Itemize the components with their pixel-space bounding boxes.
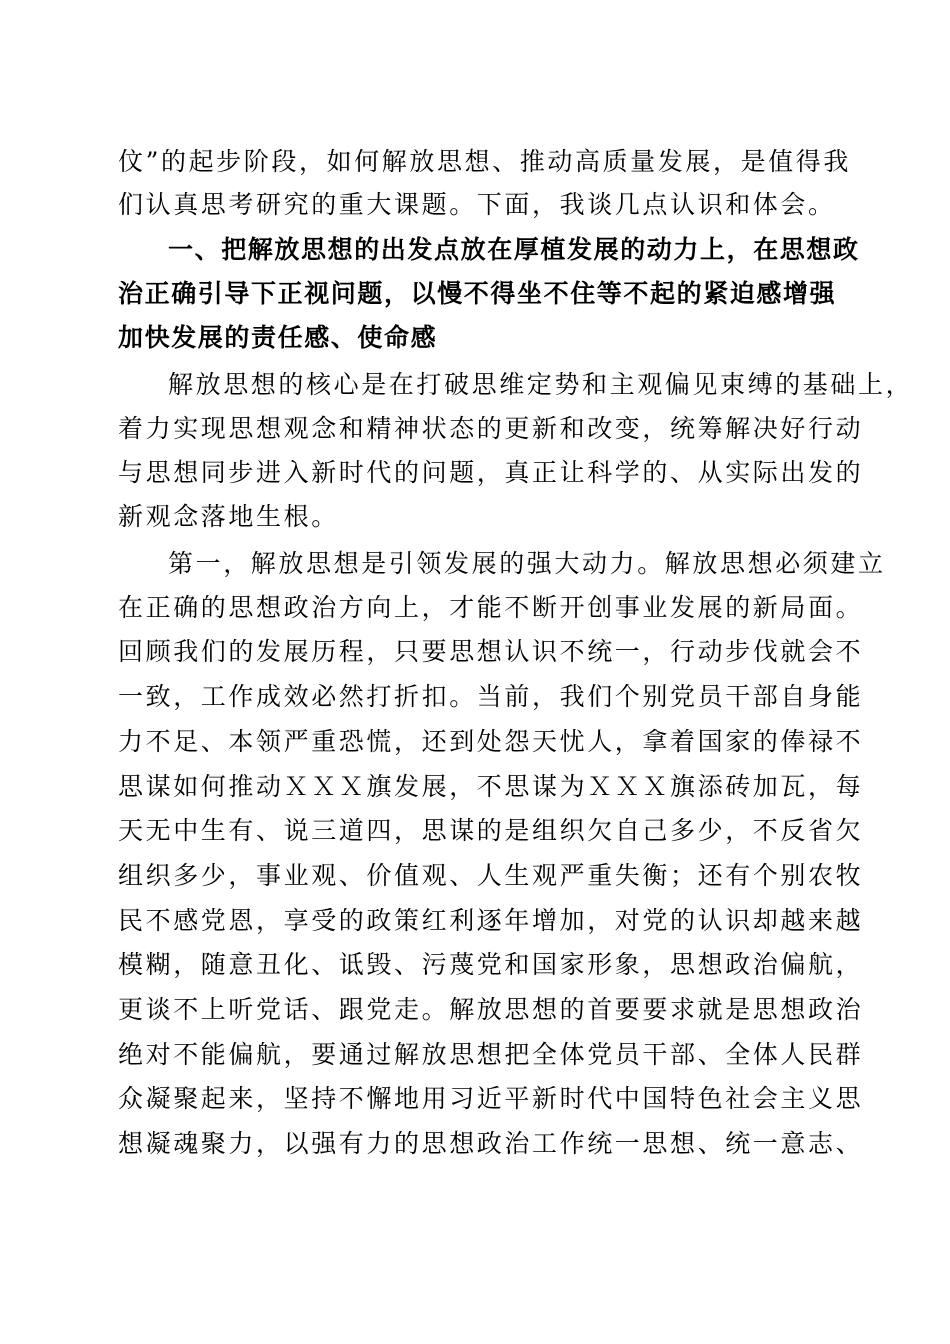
text-line: 第一，解放思想是引领发展的强大动力。解放思想必须建立 xyxy=(168,549,886,578)
text-line: 民不感党恩，享受的政策红利逐年增加，对党的认识却越来越 xyxy=(118,906,864,935)
text-line: 天无中生有、说三道四，思谋的是组织欠自己多少，不反省欠 xyxy=(118,816,864,845)
text-line: 与思想同步进入新时代的问题，真正让科学的、从实际出发的 xyxy=(118,458,864,487)
text-line: 伩”的起步阶段，如何解放思想、推动高质量发展，是值得我 xyxy=(118,147,851,176)
text-line: 思谋如何推动ＸＸＸ旗发展，不思谋为ＸＸＸ旗添砖加瓦，每 xyxy=(118,772,864,801)
text-line: 绝对不能偏航，要通过解放思想把全体党员干部、全体人民群 xyxy=(118,1040,864,1069)
text-line: 们认真思考研究的重大课题。下面，我谈几点认识和体会。 xyxy=(118,190,836,219)
text-line: 力不足、本领严重恐慌，还到处怨天忧人，拿着国家的俸禄不 xyxy=(118,727,864,756)
heading-line: 加快发展的责任感、使命感 xyxy=(118,323,438,352)
text-line: 一致，工作成效必然打折扣。当前，我们个别党员干部自身能 xyxy=(118,682,864,711)
text-line: 模糊，随意丑化、诋毁、污蔑党和国家形象，思想政治偏航， xyxy=(118,950,864,979)
text-line: 想凝魂聚力，以强有力的思想政治工作统一思想、统一意志、 xyxy=(118,1129,864,1158)
text-line: 组织多少，事业观、价值观、人生观严重失衡；还有个别农牧 xyxy=(118,861,864,890)
text-line: 回顾我们的发展历程，只要思想认识不统一，行动步伐就会不 xyxy=(118,637,864,666)
text-line: 新观念落地生根。 xyxy=(118,502,339,531)
text-line: 更谈不上听党话、跟党走。解放思想的首要要求就是思想政治 xyxy=(118,995,864,1024)
text-line: 众凝聚起来，坚持不懈地用习近平新时代中国特色社会主义思 xyxy=(118,1084,864,1113)
heading-line: 治正确引导下正视问题，以慢不得坐不住等不起的紧迫感增强 xyxy=(118,279,837,308)
text-line: 解放思想的核心是在打破思维定势和主观偏见束缚的基础上， xyxy=(168,370,914,399)
text-line: 着力实现思想观念和精神状态的更新和改变，统筹解决好行动 xyxy=(118,414,864,443)
text-line: 在正确的思想政治方向上，才能不断开创事业发展的新局面。 xyxy=(118,593,864,622)
heading-line: 一、把解放思想的出发点放在厚植发展的动力上，在思想政 xyxy=(168,235,860,264)
